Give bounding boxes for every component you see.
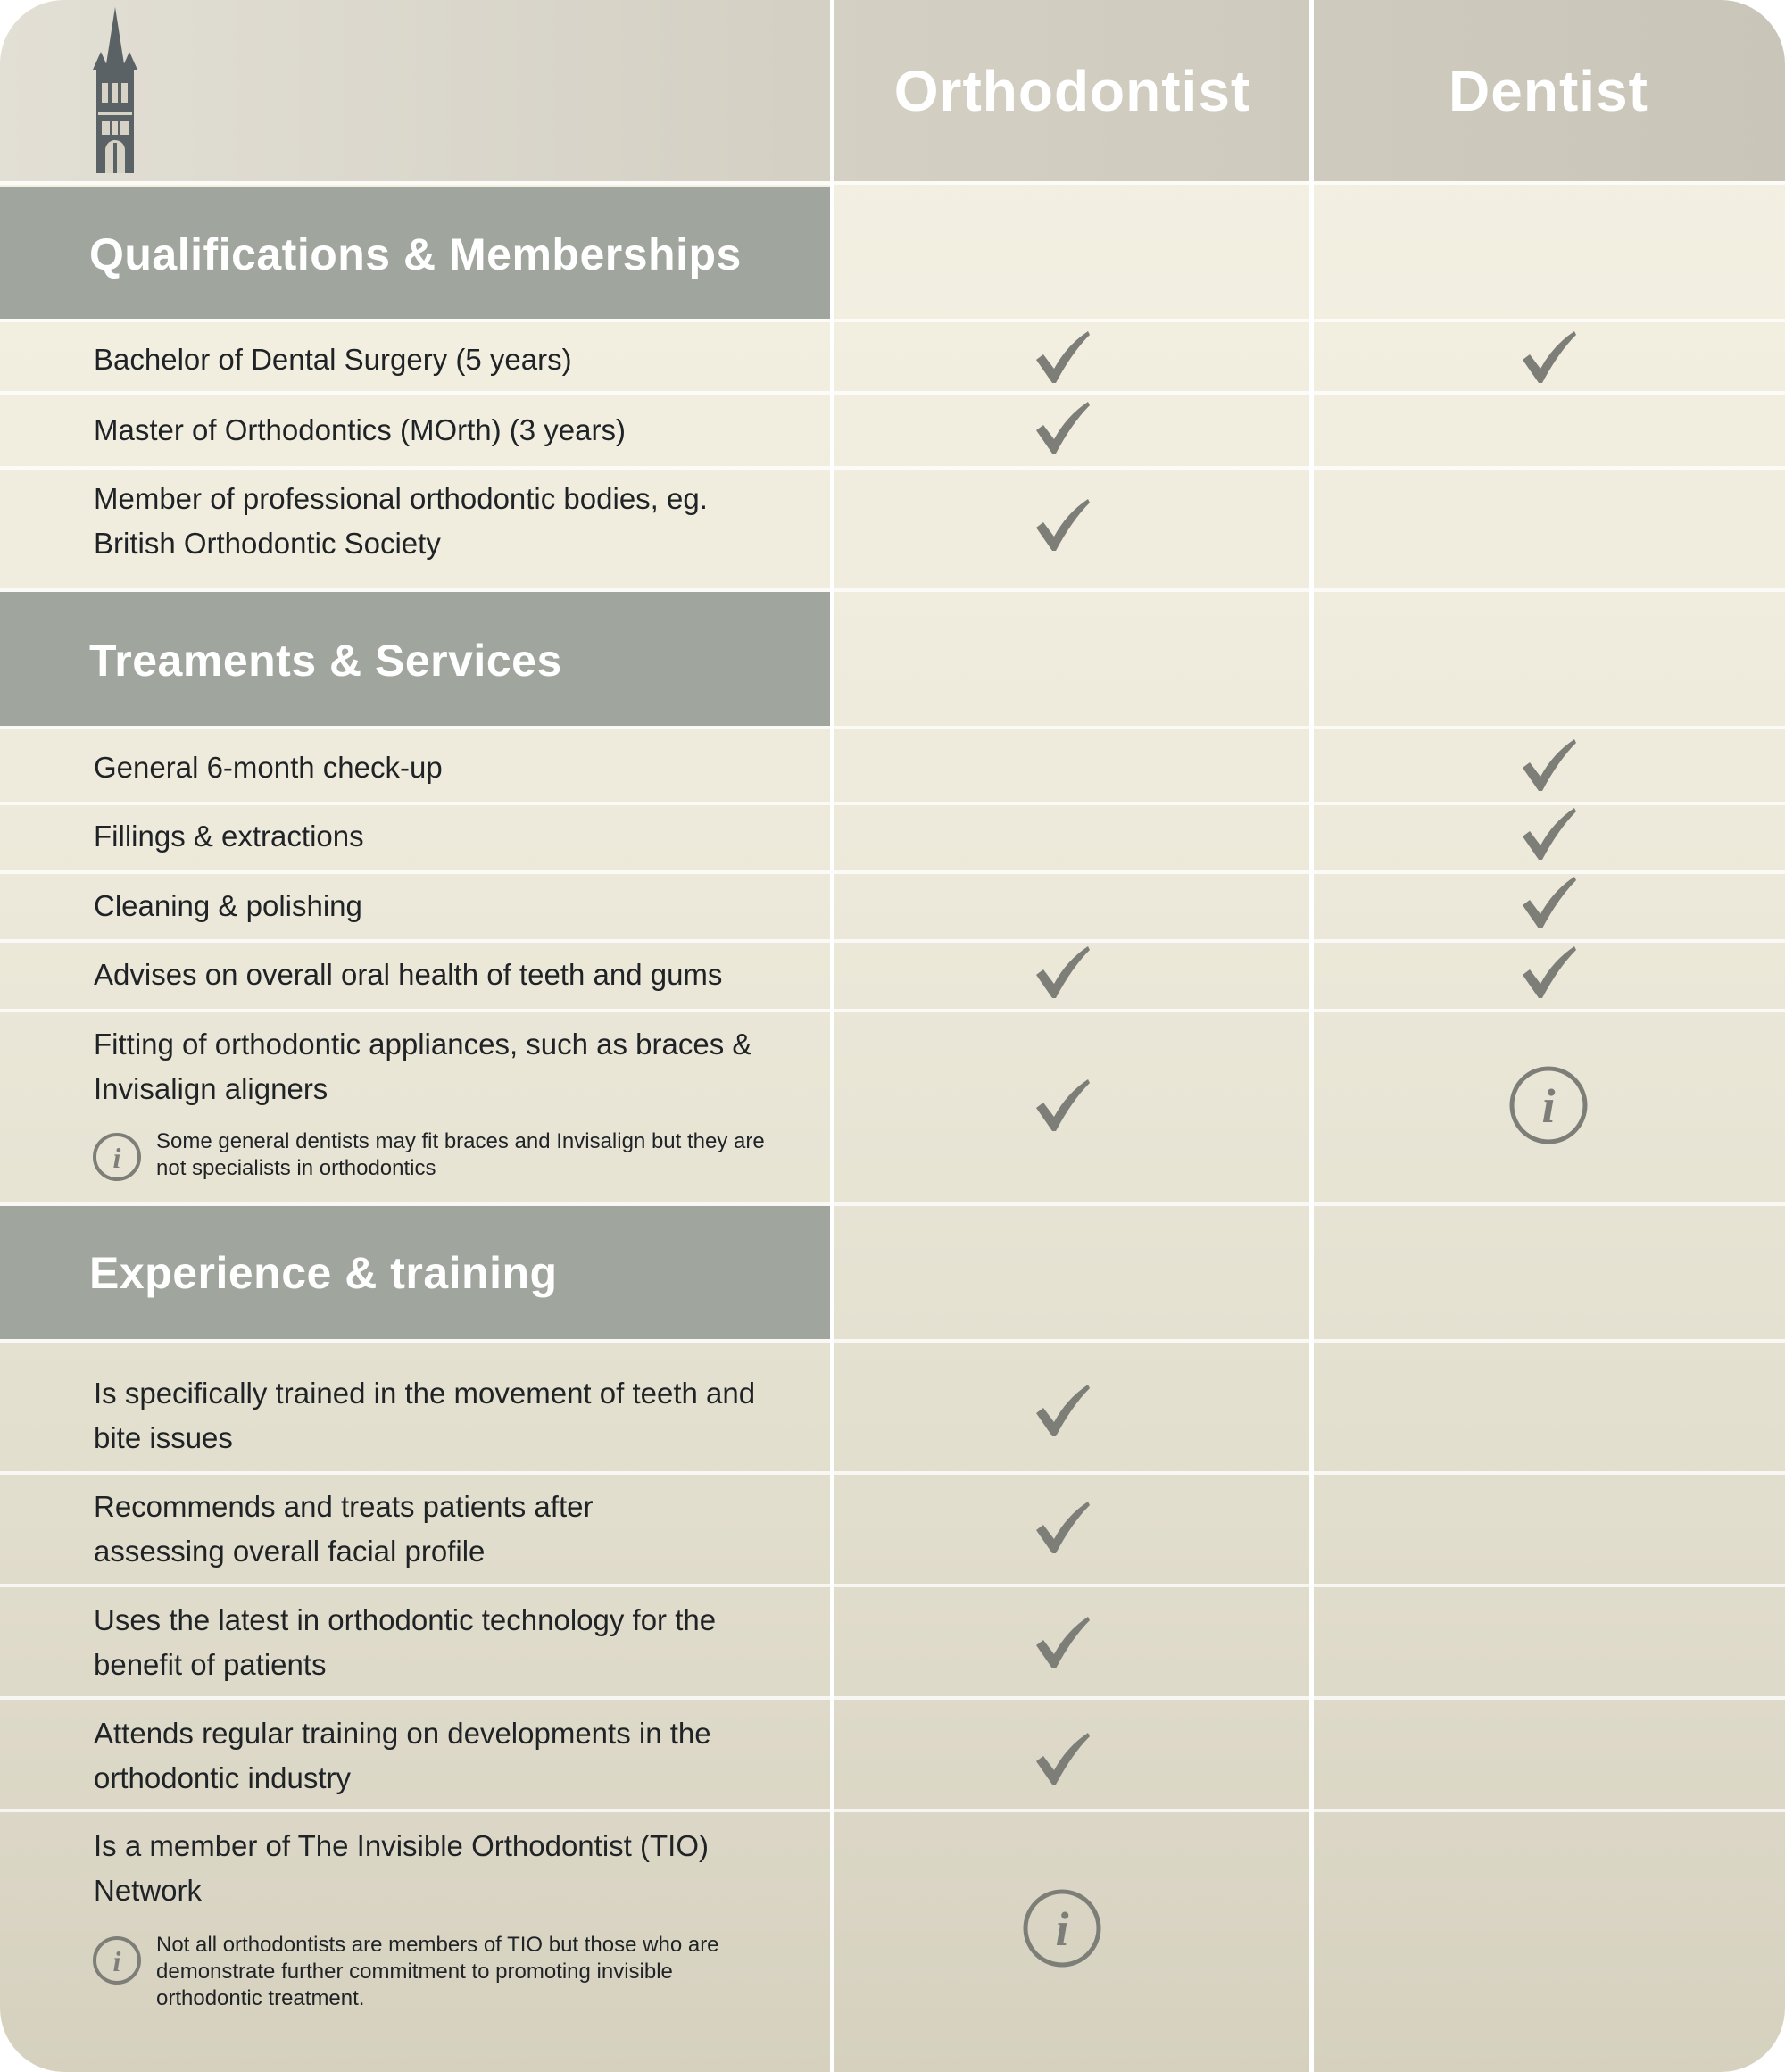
column-header-orthodontist: Orthodontist xyxy=(893,58,1251,123)
svg-text:i: i xyxy=(1541,1079,1556,1133)
check-icon-dentist xyxy=(1519,873,1578,932)
check-icon-orthodontist xyxy=(1033,1613,1092,1672)
info-icon-dentist xyxy=(1508,1065,1589,1145)
check-icon-orthodontist xyxy=(1033,1381,1092,1440)
check-icon-orthodontist xyxy=(1033,495,1092,554)
check-icon-dentist xyxy=(1519,736,1578,795)
check-icon-dentist xyxy=(1519,943,1578,1002)
row-divider xyxy=(0,726,1785,729)
row-label: General 6-month check-up xyxy=(94,751,443,784)
row-note: Not all orthodontists are members of TIO but those who are demonstrate further commitment to promoting invisible orthodontic treatment. xyxy=(156,1933,719,2010)
check-icon-orthodontist xyxy=(1033,398,1092,457)
column-divider xyxy=(830,0,834,2072)
row-label: Fitting of orthodontic appliances, such as braces & Invisalign aligners xyxy=(94,1028,752,1105)
row-divider xyxy=(0,1339,1785,1343)
info-icon-orthodontist xyxy=(1022,1888,1102,1968)
section-band-experience xyxy=(0,1206,832,1339)
row-label: Is specifically trained in the movement of teeth and bite issues xyxy=(94,1377,756,1454)
row-divider xyxy=(0,1696,1785,1700)
column-divider xyxy=(1309,0,1314,2072)
section-title: Experience & training xyxy=(89,1248,558,1298)
row-divider xyxy=(0,1809,1785,1812)
row-divider xyxy=(0,181,1785,185)
svg-text:i: i xyxy=(112,1142,121,1174)
section-band-treatments xyxy=(0,592,832,726)
info-icon xyxy=(92,1132,142,1182)
info-icon xyxy=(92,1935,142,1985)
row-label: Master of Orthodontics (MOrth) (3 years) xyxy=(94,413,626,446)
row-label: Attends regular training on developments in the orthodontic industry xyxy=(94,1717,711,1794)
section-title: Treaments & Services xyxy=(89,636,562,686)
row-label: Bachelor of Dental Surgery (5 years) xyxy=(94,343,572,376)
row-divider xyxy=(0,319,1785,322)
row-label: Advises on overall oral health of teeth and gums xyxy=(94,958,723,991)
check-icon-orthodontist xyxy=(1033,943,1092,1002)
row-divider xyxy=(0,466,1785,470)
row-label: Is a member of The Invisible Orthodontist (TIO) Network xyxy=(94,1829,709,1907)
svg-text:i: i xyxy=(1055,1902,1069,1956)
row-divider xyxy=(0,1009,1785,1012)
svg-text:i: i xyxy=(112,1945,121,1977)
row-label: Member of professional orthodontic bodies, eg. British Orthodontic Society xyxy=(94,482,708,560)
check-icon-orthodontist xyxy=(1033,1076,1092,1135)
row-label: Recommends and treats patients after assessing overall facial profile xyxy=(94,1490,594,1568)
column-header-dentist: Dentist xyxy=(1449,58,1648,123)
check-icon-dentist xyxy=(1519,804,1578,863)
row-label: Cleaning & polishing xyxy=(94,889,362,922)
section-title: Qualifications & Memberships xyxy=(89,229,742,279)
row-divider xyxy=(0,1471,1785,1475)
check-icon-orthodontist xyxy=(1033,1729,1092,1788)
row-label: Uses the latest in orthodontic technology for the benefit of patients xyxy=(94,1603,717,1681)
row-note: Some general dentists may fit braces and Invisalign but they are not specialists in orthodontics xyxy=(156,1129,765,1180)
row-divider xyxy=(0,939,1785,943)
row-divider xyxy=(0,802,1785,805)
check-icon-dentist xyxy=(1519,328,1578,387)
check-icon-orthodontist xyxy=(1033,1498,1092,1557)
row-divider xyxy=(0,870,1785,874)
check-icon-orthodontist xyxy=(1033,328,1092,387)
section-band-qualifications xyxy=(0,187,832,319)
row-divider xyxy=(0,391,1785,395)
church-spire-icon xyxy=(89,7,141,173)
table-header xyxy=(0,0,1785,181)
row-divider xyxy=(0,1584,1785,1587)
row-label: Fillings & extractions xyxy=(94,820,364,853)
